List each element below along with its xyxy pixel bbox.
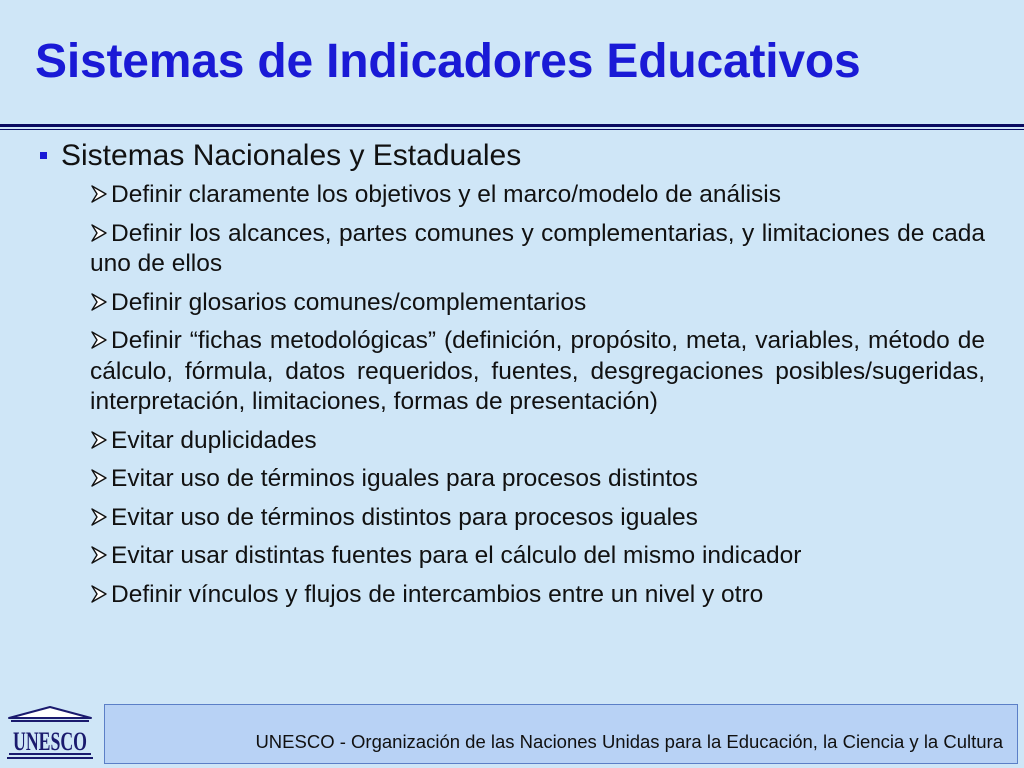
sub-bullet-item xyxy=(90,288,985,319)
sub-bullet-item xyxy=(90,426,985,457)
sub-bullet-text: Definir claramente los objetivos y el marco/modelo de análisis xyxy=(111,181,781,208)
sub-bullet-text: Evitar duplicidades xyxy=(111,426,317,454)
sub-bullet-text: Evitar usar distintas fuentes para el cálculo del mismo indicador xyxy=(111,542,802,569)
sub-bullet-item xyxy=(90,580,985,611)
arrow-bullet-icon xyxy=(90,222,109,244)
sub-bullet-text: Definir “fichas metodológicas” (definición, propósito, meta, variables, método de cálculo, fórmula, datos requeridos, fuentes, desgregaciones posibles/sugeridas, interpretación, limitaciones, formas de presentación) xyxy=(90,327,985,415)
sub-bullet-text: Definir vínculos y flujos de intercambios entre un nivel y otro xyxy=(111,580,764,608)
arrow-bullet-icon xyxy=(90,544,109,566)
slide-title: Sistemas de Indicadores Educativos xyxy=(35,35,861,88)
main-bullet-item xyxy=(40,138,985,174)
arrow-bullet-icon xyxy=(90,467,109,489)
sub-bullet-text: Definir los alcances, partes comunes y complementarias, y limitaciones de cada uno de ellos xyxy=(90,219,985,277)
sub-bullet-text: Definir glosarios comunes/complementarios xyxy=(111,288,587,316)
sub-bullet-item xyxy=(90,326,985,418)
arrow-bullet-icon xyxy=(90,506,109,528)
main-bullet-text: Sistemas Nacionales y Estaduales xyxy=(61,139,522,172)
sub-bullet-item xyxy=(90,541,985,572)
sub-bullet-item xyxy=(90,503,985,534)
title-divider-thin xyxy=(0,129,1024,130)
arrow-bullet-icon xyxy=(90,583,109,605)
arrow-bullet-icon xyxy=(90,291,109,313)
footer-text: UNESCO - Organización de las Naciones Unidas para la Educación, la Ciencia y la Cultura xyxy=(255,731,1003,752)
unesco-logo xyxy=(5,704,95,764)
sub-bullet-text: Evitar uso de términos iguales para procesos distintos xyxy=(111,465,698,492)
sub-bullet-item xyxy=(90,464,985,495)
title-divider-thick xyxy=(0,124,1024,127)
unesco-logo-text: UNESCO xyxy=(13,727,87,756)
arrow-bullet-icon xyxy=(90,183,109,205)
arrow-bullet-icon xyxy=(90,329,109,351)
footer-bar xyxy=(104,704,1018,764)
sub-bullet-item xyxy=(90,180,985,211)
slide-content xyxy=(40,138,985,618)
arrow-bullet-icon xyxy=(90,429,109,451)
sub-bullet-item xyxy=(90,219,985,280)
sub-bullet-text: Evitar uso de términos distintos para procesos iguales xyxy=(111,503,698,531)
square-bullet-icon xyxy=(40,152,47,159)
